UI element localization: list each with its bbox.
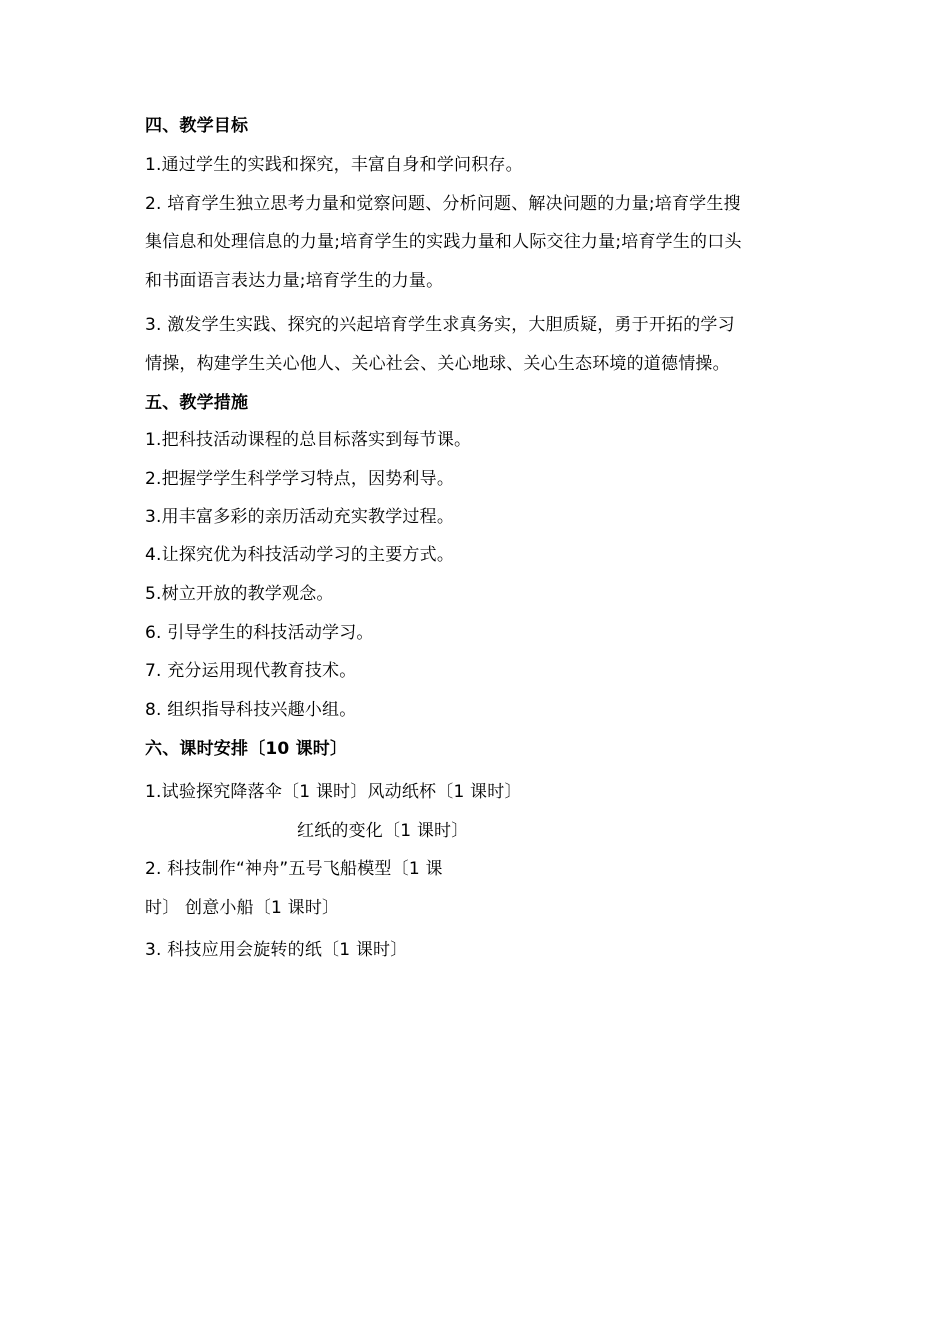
- heading-teaching-measures: 五、教学措施: [145, 393, 249, 413]
- measure-line-2: 2.把握学学生科学学习特点，因势利导。: [145, 469, 455, 489]
- goal-line-3: 3. 激发学生实践、探究的兴起培育学生求真务实，大胆质疑，勇于开拓的学习: [145, 315, 735, 335]
- goal-line-2-cont: 集信息和处理信息的力量;培育学生的实践力量和人际交往力量;培育学生的口头: [145, 232, 742, 252]
- measure-line-1: 1.把科技活动课程的总目标落实到每节课。: [145, 430, 472, 450]
- schedule-line-2-cont: 时〕 创意小船〔1 课时〕: [145, 898, 340, 918]
- schedule-line-1: 1.试验探究降落伞〔1 课时〕风动纸杯〔1 课时〕: [145, 782, 522, 802]
- heading-teaching-goals: 四、教学目标: [145, 116, 249, 136]
- measure-line-8: 8. 组织指导科技兴趣小组。: [145, 700, 357, 720]
- schedule-line-2: 2. 科技制作“神舟”五号飞船模型〔1 课: [145, 859, 443, 879]
- measure-line-6: 6. 引导学生的科技活动学习。: [145, 623, 374, 643]
- schedule-line-1-cont: 红纸的变化〔1 课时〕: [297, 821, 469, 841]
- goal-line-2: 2. 培育学生独立思考力量和觉察问题、分析问题、解决问题的力量;培育学生搜: [145, 194, 741, 214]
- goal-line-2-cont2: 和书面语言表达力量;培育学生的力量。: [145, 271, 444, 291]
- schedule-line-3: 3. 科技应用会旋转的纸〔1 课时〕: [145, 940, 408, 960]
- measure-line-7: 7. 充分运用现代教育技术。: [145, 661, 357, 681]
- goal-line-1: 1.通过学生的实践和探究，丰富自身和学问积存。: [145, 155, 523, 175]
- measure-line-5: 5.树立开放的教学观念。: [145, 584, 334, 604]
- measure-line-3: 3.用丰富多彩的亲历活动充实教学过程。: [145, 507, 455, 527]
- goal-line-3-cont: 情操，构建学生关心他人、关心社会、关心地球、关心生态环境的道德情操。: [145, 354, 730, 374]
- heading-class-schedule: 六、课时安排〔10 课时〕: [145, 739, 348, 759]
- measure-line-4: 4.让探究优为科技活动学习的主要方式。: [145, 545, 455, 565]
